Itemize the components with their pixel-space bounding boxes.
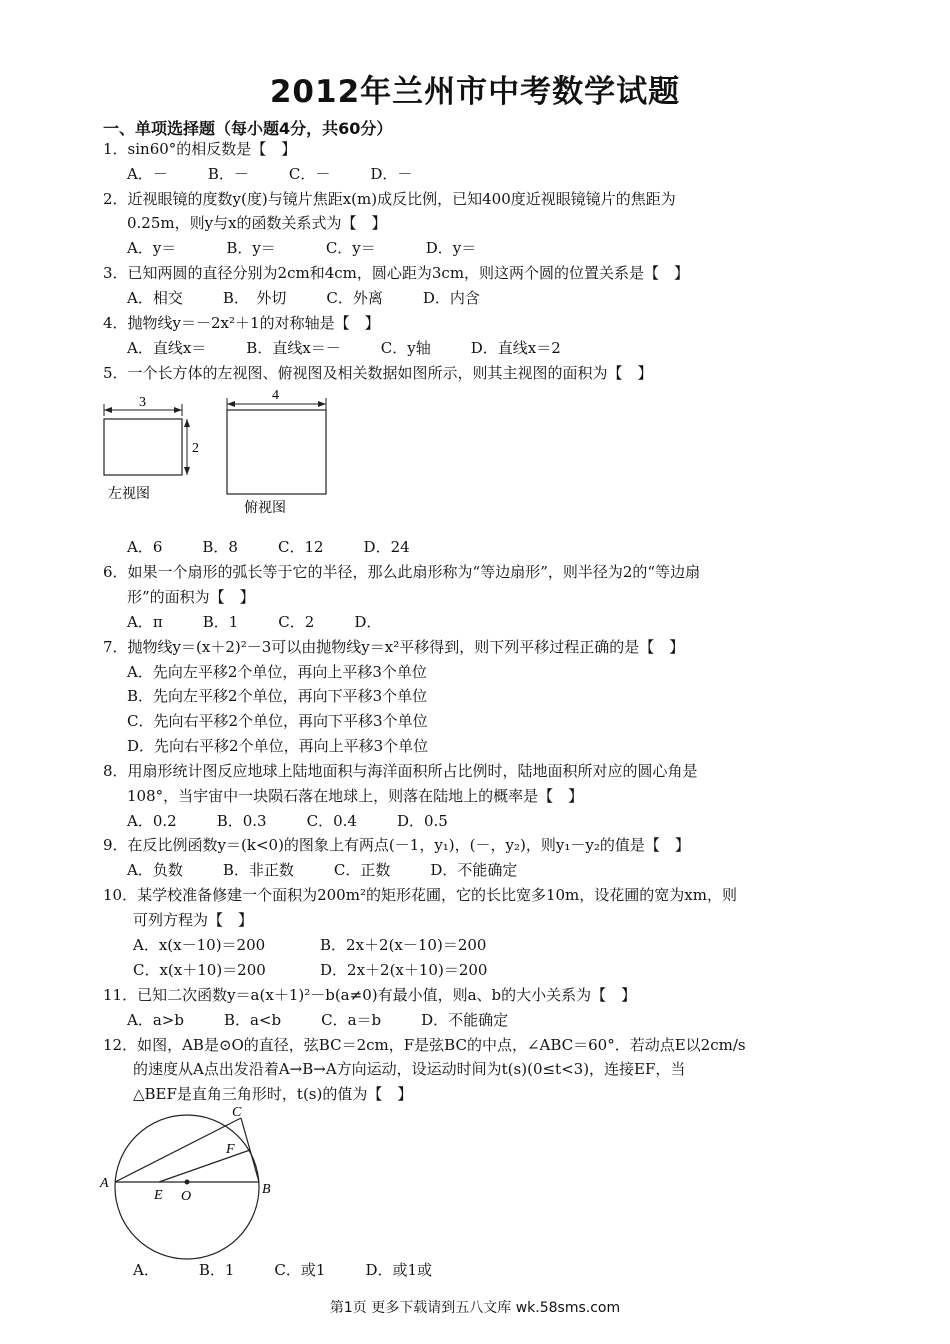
question-11-stem: 11．已知二次函数y＝a(x＋1)²－b(a≠0)有最小值，则a、b的大小关系为【 】 [103, 986, 637, 1004]
option-b: B．a<b [223, 1011, 282, 1029]
question-9-options [127, 860, 517, 880]
dim-4-label: 4 [272, 388, 279, 403]
question-2-stem: 2．近视眼镜的度数y(度)与镜片焦距x(m)成反比例，已知400度近视眼镜镜片的焦距为 [103, 190, 676, 208]
label-c: C [232, 1105, 242, 1120]
question-3-stem: 3．已知两圆的直径分别为2cm和4cm，圆心距为3cm，则这两个圆的位置关系是【 】 [103, 264, 690, 282]
arrow-head [174, 407, 182, 413]
option-c: C．0.4 [306, 812, 357, 830]
option-b: B．先向左平移2个单位，再向下平移3个单位 [127, 687, 428, 705]
option-d: D．2x＋2(x＋10)＝200 [320, 961, 488, 979]
option-b: B．－ [207, 165, 249, 183]
chord-ac [115, 1118, 241, 1182]
question-11-options [127, 1010, 508, 1030]
label-o: O [181, 1189, 192, 1204]
option-c: C．先向右平移2个单位，再向下平移3个单位 [127, 712, 428, 730]
option-c: C．y＝ [325, 239, 376, 257]
question-5-options [127, 537, 410, 557]
question-4-stem: 4．抛物线y＝－2x²＋1的对称轴是【 】 [103, 314, 380, 332]
arrow-head [104, 407, 112, 413]
page-footer: 第1页 更多下载请到五八文库 wk.58sms.com [329, 1300, 621, 1316]
question-5-stem: 5．一个长方体的左视图、俯视图及相关数据如图所示，则其主视图的面积为【 】 [103, 364, 653, 382]
question-10-stem: 10．某学校准备修建一个面积为200m²的矩形花圃，它的长比宽多10m，设花圃的宽为xm，则 [103, 886, 737, 904]
option-d: D．24 [363, 538, 410, 556]
arrow-head [184, 467, 190, 475]
option-a: A．相交 [127, 289, 183, 307]
option-a: A．直线x＝ [127, 339, 207, 357]
option-a: A．π [127, 613, 163, 631]
option-c: C．a＝b [321, 1011, 382, 1029]
option-c: C．正数 [333, 861, 391, 879]
option-a: A．a>b [127, 1011, 184, 1029]
left-view-rect [104, 419, 182, 475]
question-8-stem: 8．用扇形统计图反应地球上陆地面积与海洋面积所占比例时，陆地面积所对应的圆心角是 [103, 762, 698, 780]
option-b: B．直线x＝－ [246, 339, 341, 357]
question-12-stem-cont2: △BEF是直角三角形时，t(s)的值为【 】 [133, 1085, 413, 1103]
option-b: B．8 [202, 538, 238, 556]
question-1-options [127, 164, 412, 184]
question-12-stem-cont: 的速度从A点出发沿着A→B→A方向运动，设运动时间为t(s)(0≤t<3)，连接EF，当 [133, 1060, 686, 1078]
question-2-stem-cont: 0.25m，则y与x的函数关系式为【 】 [127, 214, 387, 232]
option-d: D．不能确定 [421, 1011, 509, 1029]
option-b: B．1 [198, 1261, 235, 1279]
option-d: D．内含 [422, 289, 480, 307]
option-c: C．－ [288, 165, 331, 183]
center-point [185, 1180, 190, 1185]
option-c: C．x(x＋10)＝200 [133, 961, 266, 979]
option-b: B．1 [202, 613, 239, 631]
option-c: C．12 [277, 538, 324, 556]
section-heading: 一、单项选择题（每小题4分，共60分） [103, 119, 393, 138]
q12-figure [96, 1102, 286, 1262]
label-a: A [100, 1176, 109, 1191]
top-view-label: 俯视图 [244, 500, 286, 516]
label-e: E [154, 1188, 163, 1203]
option-a: A．6 [127, 538, 163, 556]
question-6-stem: 6．如果一个扇形的弧长等于它的半径，那么此扇形称为“等边扇形”，则半径为2的“等边扇 [103, 563, 701, 581]
label-f: F [226, 1142, 235, 1157]
page-title: 2012年兰州市中考数学试题 [269, 74, 681, 110]
question-8-stem-cont: 108°，当宇宙中一块陨石落在地球上，则落在陆地上的概率是【 】 [127, 787, 584, 805]
dim-2-label: 2 [192, 441, 199, 456]
option-c: C．2 [278, 613, 315, 631]
arrow-head [318, 401, 326, 407]
question-1-stem: 1．sin60°的相反数是【 】 [103, 140, 297, 158]
option-d: D．或1或 [365, 1261, 433, 1279]
option-b: B．0.3 [216, 812, 267, 830]
option-a: A． [133, 1261, 159, 1279]
question-6-stem-cont: 形”的面积为【 】 [127, 588, 255, 606]
option-a: A．－ [127, 165, 168, 183]
option-a: A．0.2 [127, 812, 177, 830]
option-d: D．0.5 [396, 812, 448, 830]
label-b: B [262, 1182, 271, 1197]
option-d: D．先向右平移2个单位，再向上平移3个单位 [127, 737, 429, 755]
arrow-head [227, 401, 235, 407]
option-a: A．负数 [127, 861, 183, 879]
option-c: C．y轴 [380, 339, 431, 357]
option-c: C．或1 [274, 1261, 326, 1279]
question-2-options [127, 238, 476, 258]
segment-ef [159, 1150, 250, 1182]
option-d: D．直线x＝2 [470, 339, 561, 357]
q5-figure [96, 384, 336, 524]
option-a: A．y＝ [127, 239, 177, 257]
option-c: C．外离 [326, 289, 383, 307]
option-b: B．非正数 [222, 861, 294, 879]
option-b: B．y＝ [226, 239, 276, 257]
question-9-stem: 9．在反比例函数y＝(k<0)的图象上有两点(－1，y₁)，(－，y₂)，则y₁－y₂的值是【 】 [103, 836, 690, 854]
question-6-options [127, 612, 381, 632]
option-b: B． 外切 [222, 289, 287, 307]
left-view-label: 左视图 [108, 486, 150, 502]
option-d: D．－ [370, 165, 413, 183]
option-a: A．x(x－10)＝200 [133, 936, 266, 954]
circle-o [115, 1115, 259, 1259]
option-d: D．不能确定 [430, 861, 518, 879]
question-12-options [133, 1260, 432, 1280]
option-b: B．2x＋2(x－10)＝200 [320, 936, 487, 954]
option-d: D．y＝ [425, 239, 477, 257]
option-d: D． [354, 613, 382, 631]
option-a: A．先向左平移2个单位，再向上平移3个单位 [127, 663, 427, 681]
question-12-stem: 12．如图，AB是⊙O的直径，弦BC＝2cm，F是弦BC的中点，∠ABC＝60°．若动点E以2cm/s [103, 1036, 746, 1054]
top-view-rect [227, 410, 326, 494]
question-7-stem: 7．抛物线y＝(x＋2)²－3可以由抛物线y＝x²平移得到，则下列平移过程正确的是【 】 [103, 638, 685, 656]
arrow-head [184, 419, 190, 427]
dim-3-label: 3 [139, 395, 146, 410]
question-3-options [127, 288, 480, 308]
question-8-options [127, 811, 448, 831]
question-4-options [127, 338, 561, 358]
question-10-stem-cont: 可列方程为【 】 [133, 911, 254, 929]
